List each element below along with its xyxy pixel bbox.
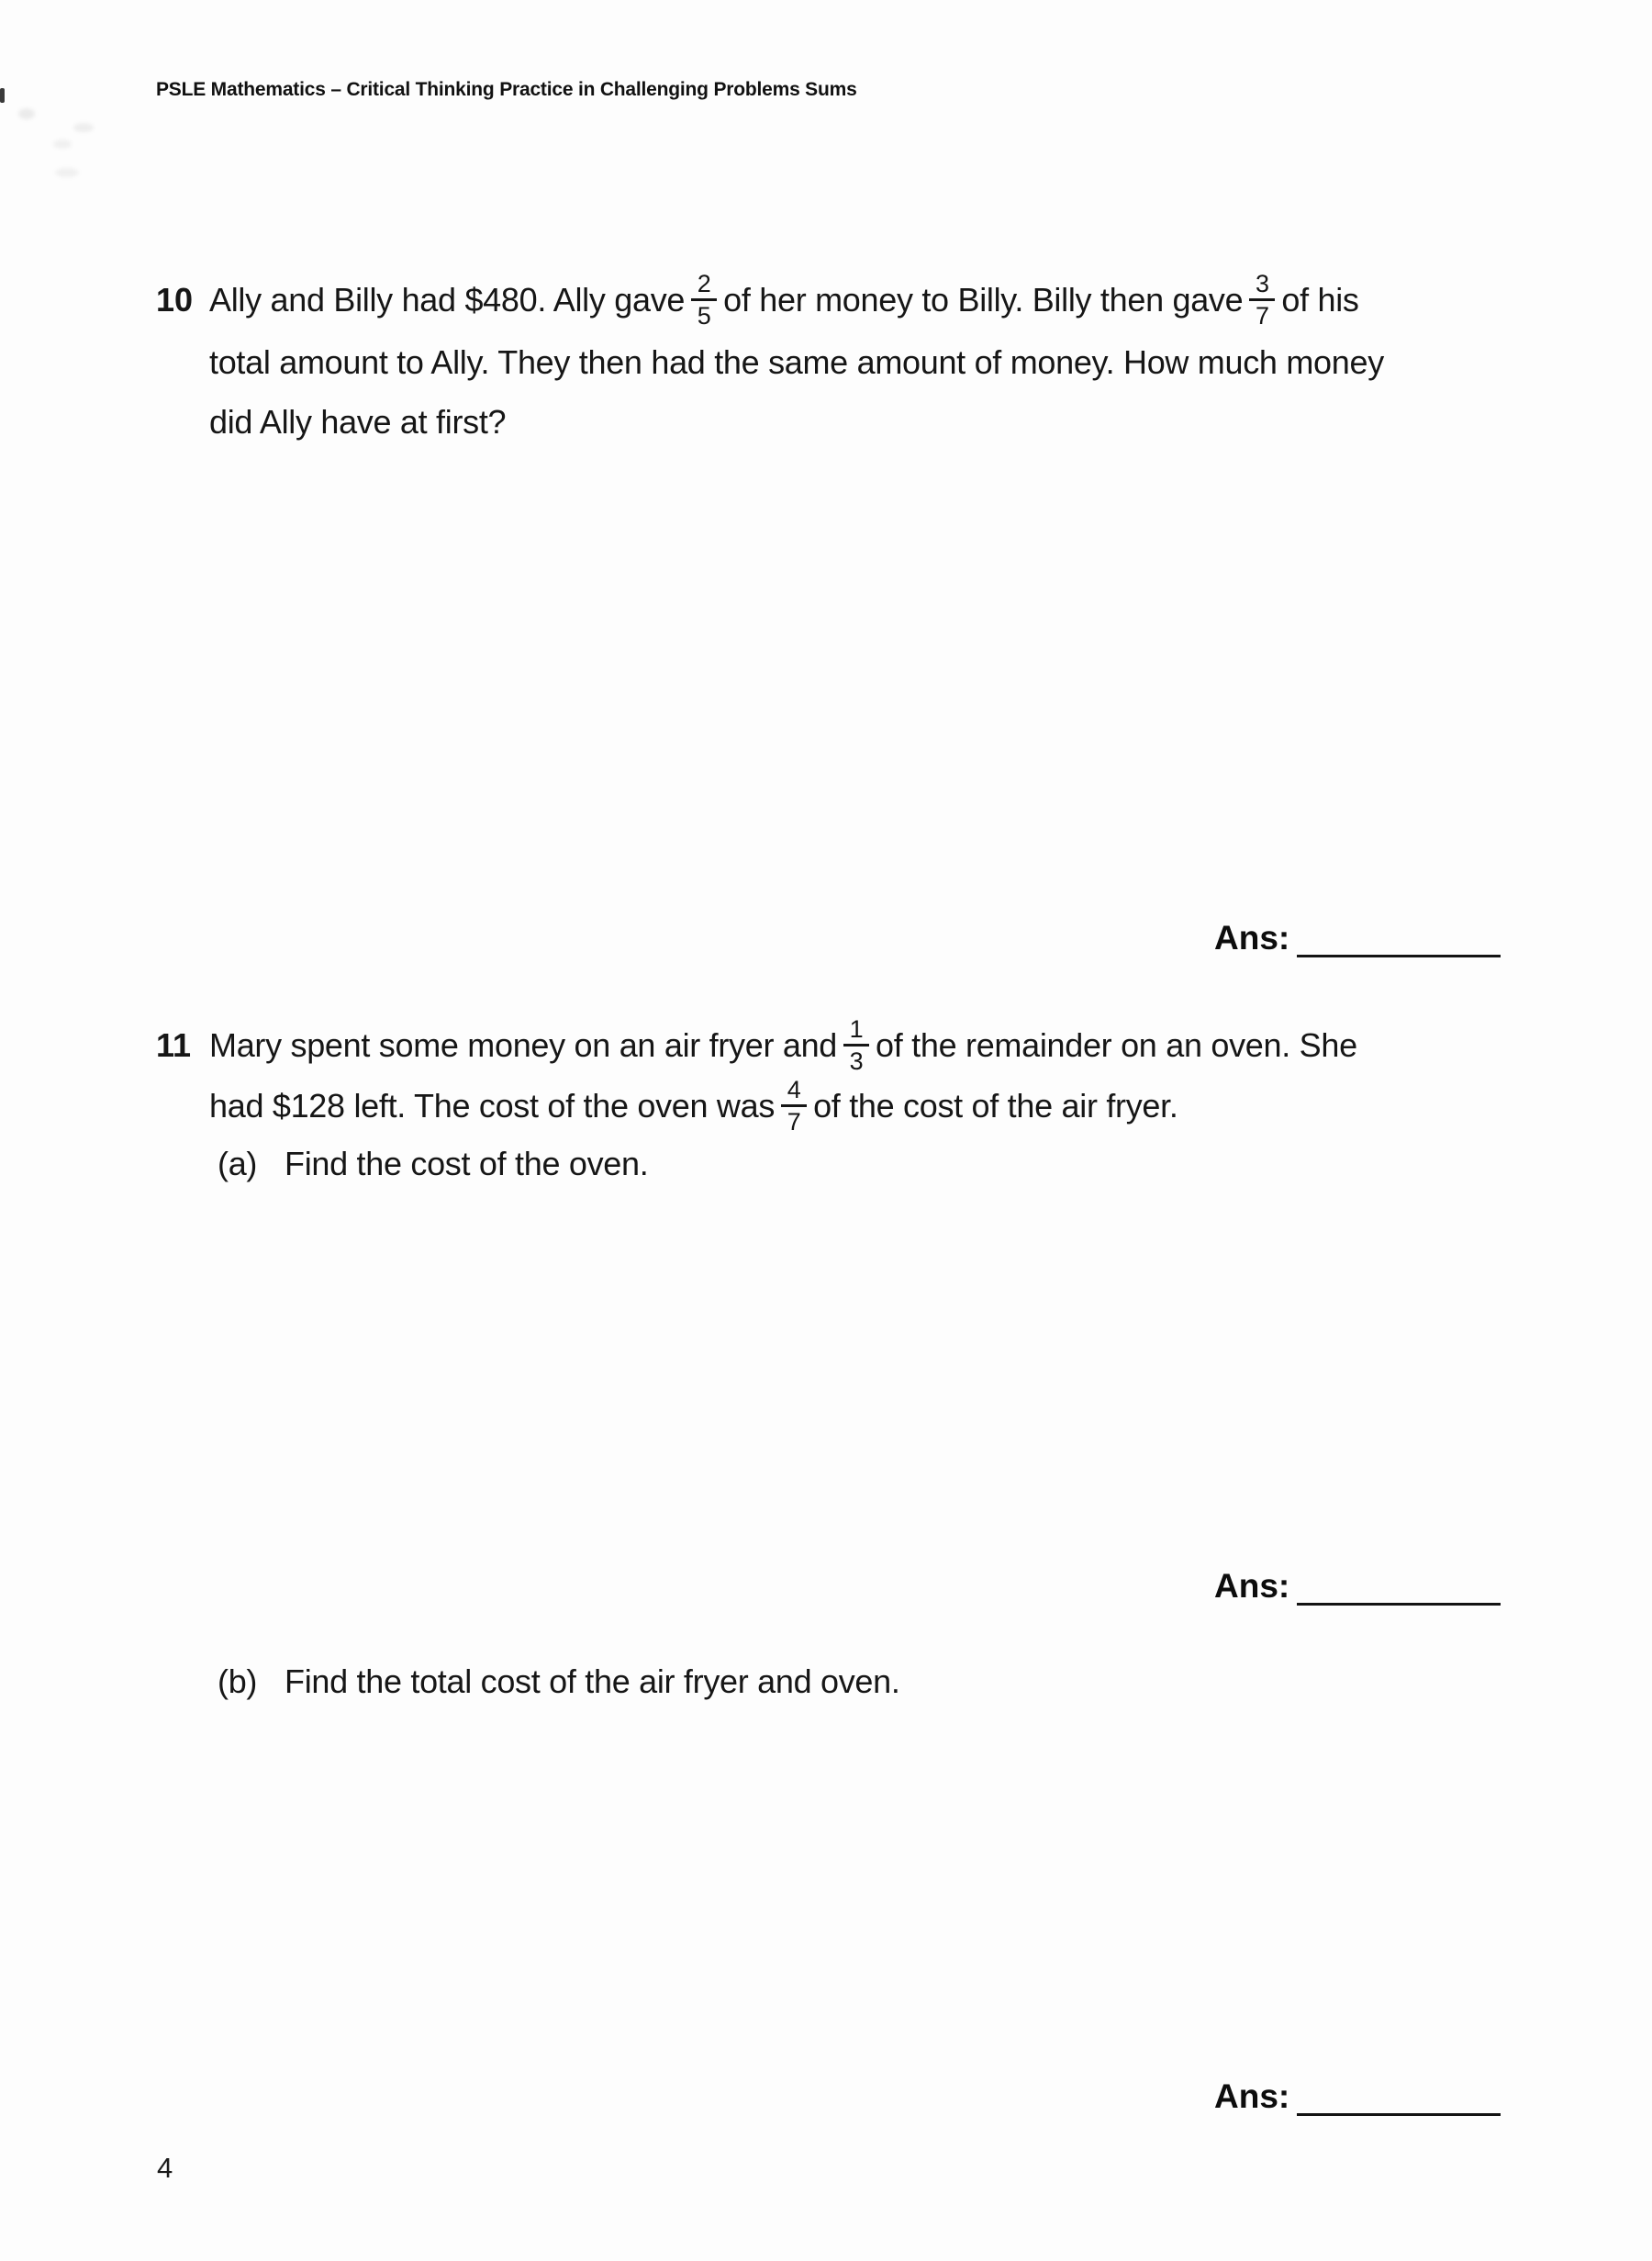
part-a-label: (a) [218, 1145, 258, 1182]
question-11-part-a [218, 1142, 648, 1186]
answer-row-q11b [1214, 2076, 1501, 2116]
fraction-denominator: 3 [849, 1047, 864, 1075]
scan-artifact [18, 108, 35, 119]
question-10-number: 10 [156, 281, 194, 319]
answer-blank-line [1297, 918, 1501, 957]
answer-row-q10 [1214, 918, 1501, 957]
fraction-denominator: 7 [787, 1107, 801, 1136]
question-11-line2b: of the cost of the air fryer. [813, 1086, 1178, 1125]
question-10-line2: total amount to Ally. They then had the same amount of money. How much money [209, 342, 1384, 381]
question-11-text [209, 1014, 1357, 1138]
scan-artifact [53, 140, 72, 149]
answer-blank-line [1297, 2076, 1501, 2116]
question-11-part-b [218, 1660, 900, 1704]
fraction-1-3 [843, 1015, 869, 1075]
fraction-numerator: 4 [781, 1076, 807, 1107]
scan-artifact [55, 168, 79, 177]
fraction-3-7 [1249, 270, 1275, 330]
question-11-line1b: of the remainder on an oven. She [876, 1026, 1357, 1064]
question-10-line3: did Ally have at first? [209, 402, 507, 441]
page-header-title: PSLE Mathematics – Critical Thinking Practice in Challenging Problems Sums [156, 79, 857, 100]
question-10-text [209, 270, 1384, 452]
page-number: 4 [157, 2152, 173, 2184]
fraction-numerator: 3 [1249, 270, 1275, 301]
answer-label: Ans: [1214, 919, 1290, 957]
fraction-numerator: 2 [691, 270, 717, 301]
answer-row-q11a [1214, 1566, 1501, 1606]
answer-label: Ans: [1214, 1567, 1290, 1605]
scan-artifact [73, 123, 94, 132]
part-a-text: Find the cost of the oven. [285, 1145, 649, 1182]
part-b-text: Find the total cost of the air fryer and oven. [285, 1662, 900, 1700]
question-10-line1c: of his [1281, 281, 1359, 319]
fraction-numerator: 1 [843, 1015, 869, 1047]
scan-artifact [0, 88, 5, 103]
fraction-4-7 [781, 1076, 807, 1136]
fraction-2-5 [691, 270, 717, 330]
question-11-line2a: had $128 left. The cost of the oven was [209, 1086, 776, 1125]
fraction-denominator: 5 [697, 301, 711, 330]
question-11-line1a: Mary spent some money on an air fryer and [209, 1026, 838, 1064]
question-10-line1a: Ally and Billy had $480. Ally gave [209, 281, 686, 319]
question-10 [156, 270, 1384, 452]
part-b-label: (b) [218, 1662, 258, 1700]
question-10-line1b: of her money to Billy. Billy then gave [723, 281, 1244, 319]
question-11 [156, 1014, 1357, 1138]
question-11-number: 11 [156, 1026, 192, 1064]
answer-label: Ans: [1214, 2077, 1290, 2115]
answer-blank-line [1297, 1566, 1501, 1606]
fraction-denominator: 7 [1256, 301, 1269, 330]
